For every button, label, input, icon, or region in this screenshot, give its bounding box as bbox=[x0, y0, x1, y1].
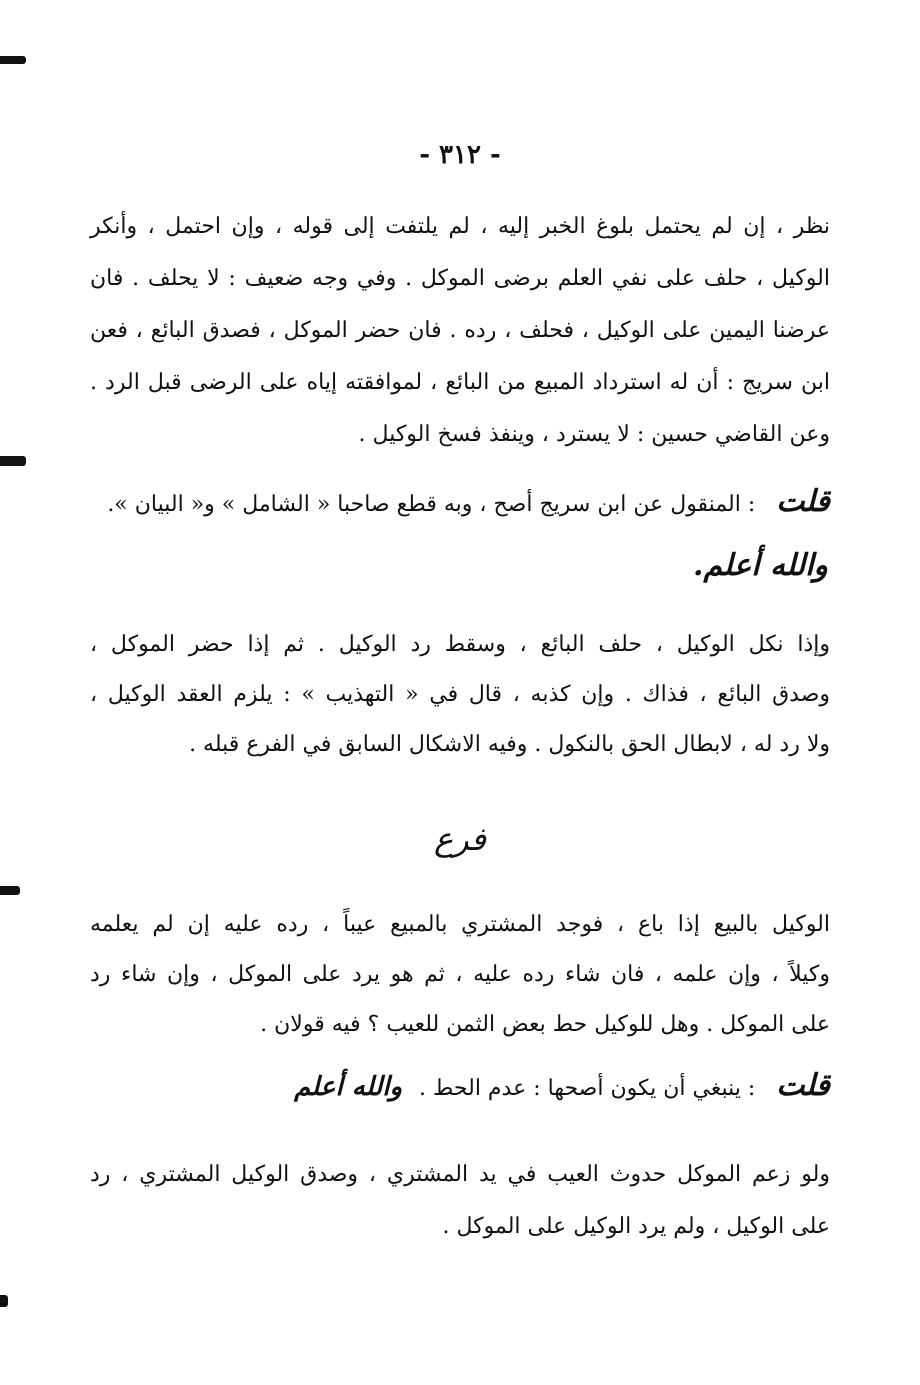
text-line: ولو زعم الموكل حدوث العيب في يد المشتري ، وصدق الوكيل المشتري ، رد bbox=[90, 1162, 830, 1187]
paragraph-2 bbox=[90, 632, 830, 782]
note-text: : ينبغي أن يكون أصحها : عدم الحط . bbox=[419, 1076, 756, 1101]
text-line: وكيلاً ، وإن علمه ، فان شاء رده عليه ، ثم هو يرد على الموكل ، وإن شاء رد bbox=[90, 962, 830, 987]
note-paragraph-1 bbox=[90, 484, 830, 520]
text-line: على الموكل . وهل للوكيل حط بعض الثمن للعيب ؟ فيه قولان . bbox=[260, 1012, 830, 1037]
note-paragraph-2 bbox=[90, 1068, 830, 1104]
paragraph-4 bbox=[90, 1162, 830, 1266]
text-line: نظر ، إن لم يحتمل بلوغ الخبر إليه ، لم يلتفت إلى قوله ، وإن احتمل ، وأنكر bbox=[90, 214, 830, 239]
note-line bbox=[90, 484, 830, 520]
closing-formula: والله أعلم. bbox=[693, 548, 828, 583]
section-heading: فرع bbox=[433, 820, 487, 858]
paragraph-1 bbox=[90, 214, 830, 474]
note-text: : المنقول عن ابن سريج أصح ، وبه قطع صاحبا « الشامل » و« البيان ». bbox=[107, 492, 756, 517]
note-label: قلت bbox=[776, 484, 830, 519]
text-line: الوكيل بالبيع إذا باع ، فوجد المشتري بالمبيع عيباً ، رده عليه إن لم يعلمه bbox=[90, 912, 830, 937]
scan-edge-mark bbox=[0, 1295, 8, 1307]
text-line: ولا رد له ، لابطال الحق بالنكول . وفيه الاشكال السابق في الفرع قبله . bbox=[189, 732, 830, 757]
text-line: الوكيل ، حلف على نفي العلم برضى الموكل . وفي وجه ضعيف : لا يحلف . فان bbox=[90, 266, 830, 291]
scan-edge-mark bbox=[0, 886, 20, 895]
note-label: قلت bbox=[776, 1068, 830, 1103]
text-line: على الوكيل ، ولم يرد الوكيل على الموكل . bbox=[442, 1214, 830, 1239]
text-line: وإذا نكل الوكيل ، حلف البائع ، وسقط رد الوكيل . ثم إذا حضر الموكل ، bbox=[90, 632, 830, 657]
document-page bbox=[90, 0, 830, 1385]
scan-edge-mark bbox=[0, 456, 26, 466]
text-line: ابن سريج : أن له استرداد المبيع من البائع ، لموافقته إياه على الرضى قبل الرد . bbox=[90, 370, 830, 395]
closing-formula: والله أعلم bbox=[294, 1072, 403, 1102]
page-number: - ٣١٢ - bbox=[419, 140, 501, 170]
note-line bbox=[90, 1068, 830, 1104]
text-line: عرضنا اليمين على الوكيل ، فحلف ، رده . فان حضر الموكل ، فصدق البائع ، فعن bbox=[90, 318, 830, 343]
text-line: وعن القاضي حسين : لا يسترد ، وينفذ فسخ الوكيل . bbox=[358, 422, 830, 447]
text-line: وصدق البائع ، فذاك . وإن كذبه ، قال في « التهذيب » : يلزم العقد الوكيل ، bbox=[90, 682, 830, 707]
paragraph-3 bbox=[90, 912, 830, 1062]
scan-edge-mark bbox=[0, 56, 26, 64]
